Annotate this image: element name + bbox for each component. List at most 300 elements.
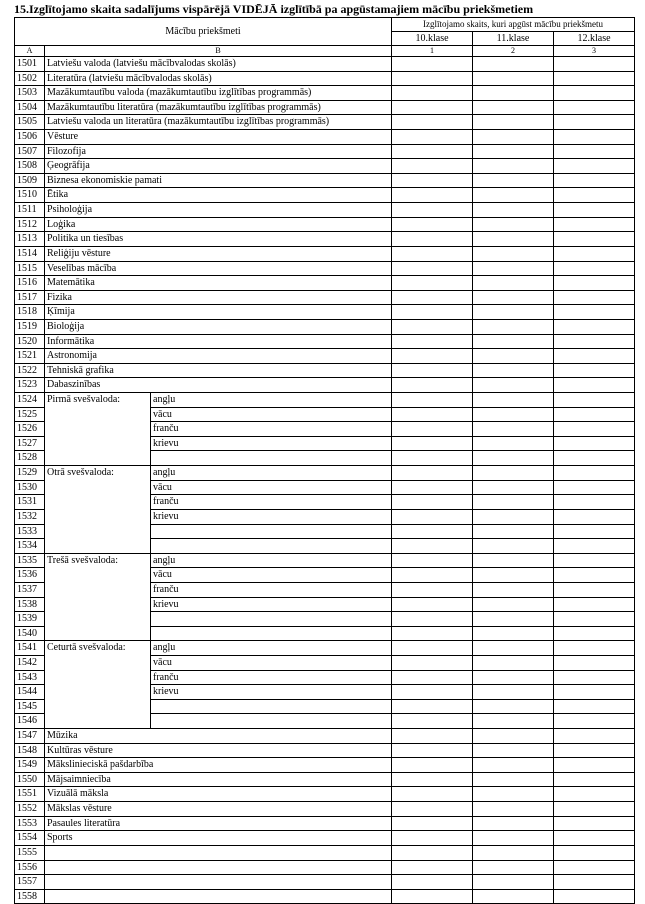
language-name: franču [151, 422, 392, 437]
count-cell[interactable] [554, 363, 635, 378]
count-cell[interactable] [392, 57, 473, 72]
count-cell[interactable] [392, 568, 473, 583]
count-cell[interactable] [554, 115, 635, 130]
count-cell[interactable] [392, 699, 473, 714]
table-row [15, 115, 635, 130]
table-row [15, 159, 635, 174]
column-number: 3 [554, 46, 635, 57]
count-cell[interactable] [554, 305, 635, 320]
count-cell[interactable] [554, 670, 635, 685]
table-row [15, 100, 635, 115]
subject-name: Mazākumtautību literatūra (mazākumtautību izglītības programmās) [45, 100, 392, 115]
count-cell[interactable] [473, 100, 554, 115]
count-cell[interactable] [554, 159, 635, 174]
column-letter: A [15, 46, 45, 57]
row-code: 1541 [15, 641, 45, 656]
count-cell[interactable] [473, 655, 554, 670]
count-cell[interactable] [554, 57, 635, 72]
row-code: 1511 [15, 203, 45, 218]
count-cell[interactable] [392, 261, 473, 276]
language-name [151, 524, 392, 539]
count-cell[interactable] [392, 422, 473, 437]
row-code: 1551 [15, 787, 45, 802]
table-row [15, 393, 635, 408]
count-cell[interactable] [554, 845, 635, 860]
count-cell[interactable] [554, 860, 635, 875]
count-cell[interactable] [473, 86, 554, 101]
count-cell[interactable] [392, 685, 473, 700]
count-cell[interactable] [392, 305, 473, 320]
language-name: vācu [151, 568, 392, 583]
language-name [151, 699, 392, 714]
count-cell[interactable] [392, 173, 473, 188]
count-cell[interactable] [392, 290, 473, 305]
count-cell[interactable] [554, 831, 635, 846]
count-cell[interactable] [473, 436, 554, 451]
count-cell[interactable] [473, 130, 554, 145]
table-row [15, 466, 635, 481]
row-code: 1502 [15, 71, 45, 86]
row-code: 1554 [15, 831, 45, 846]
count-cell[interactable] [473, 319, 554, 334]
subject-name: Filozofija [45, 144, 392, 159]
count-cell[interactable] [554, 86, 635, 101]
table-row [15, 276, 635, 291]
column-number: 2 [473, 46, 554, 57]
row-code: 1503 [15, 86, 45, 101]
grade-header: 12.klase [554, 32, 635, 46]
row-code: 1529 [15, 466, 45, 481]
row-code: 1534 [15, 539, 45, 554]
subject-name: Loģika [45, 217, 392, 232]
count-cell[interactable] [554, 626, 635, 641]
subject-name: Vizuālā māksla [45, 787, 392, 802]
count-cell[interactable] [392, 188, 473, 203]
count-cell[interactable] [392, 363, 473, 378]
count-cell[interactable] [473, 831, 554, 846]
count-cell[interactable] [473, 261, 554, 276]
row-code: 1539 [15, 612, 45, 627]
count-cell[interactable] [554, 509, 635, 524]
count-cell[interactable] [392, 436, 473, 451]
row-code: 1514 [15, 246, 45, 261]
language-name: franču [151, 670, 392, 685]
count-cell[interactable] [392, 159, 473, 174]
language-group-label: Ceturtā svešvaloda: [45, 641, 151, 729]
count-cell[interactable] [392, 334, 473, 349]
table-row [15, 305, 635, 320]
count-cell[interactable] [554, 349, 635, 364]
table-row [15, 57, 635, 72]
count-cell[interactable] [554, 655, 635, 670]
count-cell[interactable] [554, 539, 635, 554]
count-cell[interactable] [554, 100, 635, 115]
count-cell[interactable] [554, 568, 635, 583]
count-cell[interactable] [554, 758, 635, 773]
count-cell[interactable] [473, 729, 554, 744]
row-code: 1555 [15, 845, 45, 860]
count-cell[interactable] [473, 714, 554, 729]
row-code: 1535 [15, 553, 45, 568]
subject-name: Matemātika [45, 276, 392, 291]
table-row [15, 319, 635, 334]
language-name: angļu [151, 641, 392, 656]
count-cell[interactable] [392, 729, 473, 744]
count-cell[interactable] [473, 685, 554, 700]
count-cell[interactable] [554, 729, 635, 744]
count-cell[interactable] [473, 758, 554, 773]
count-cell[interactable] [392, 758, 473, 773]
row-code: 1519 [15, 319, 45, 334]
count-cell[interactable] [473, 305, 554, 320]
count-group-header: Izglītojamo skaits, kuri apgūst mācību priekšmetu [392, 18, 635, 32]
count-cell[interactable] [473, 159, 554, 174]
row-code: 1513 [15, 232, 45, 247]
row-code: 1530 [15, 480, 45, 495]
count-cell[interactable] [392, 246, 473, 261]
count-cell[interactable] [554, 436, 635, 451]
subject-name: Mākslinieciskā pašdarbība [45, 758, 392, 773]
count-cell[interactable] [473, 173, 554, 188]
count-cell[interactable] [473, 743, 554, 758]
count-cell[interactable] [473, 217, 554, 232]
subjects-table [14, 17, 635, 904]
row-code: 1525 [15, 407, 45, 422]
count-cell[interactable] [554, 875, 635, 890]
count-cell[interactable] [392, 553, 473, 568]
language-name: franču [151, 582, 392, 597]
count-cell[interactable] [392, 670, 473, 685]
table-row [15, 71, 635, 86]
count-cell[interactable] [392, 509, 473, 524]
count-cell[interactable] [473, 466, 554, 481]
count-cell[interactable] [554, 772, 635, 787]
count-cell[interactable] [473, 699, 554, 714]
count-cell[interactable] [554, 290, 635, 305]
count-cell[interactable] [392, 349, 473, 364]
count-cell[interactable] [392, 451, 473, 466]
count-cell[interactable] [473, 626, 554, 641]
count-cell[interactable] [473, 509, 554, 524]
row-code: 1508 [15, 159, 45, 174]
language-name: angļu [151, 466, 392, 481]
count-cell[interactable] [392, 203, 473, 218]
count-cell[interactable] [554, 787, 635, 802]
count-cell[interactable] [473, 860, 554, 875]
count-cell[interactable] [392, 276, 473, 291]
count-cell[interactable] [473, 276, 554, 291]
count-cell[interactable] [554, 495, 635, 510]
subject-name: Pasaules literatūra [45, 816, 392, 831]
grade-header: 11.klase [473, 32, 554, 46]
count-cell[interactable] [392, 889, 473, 904]
subject-name: Mazākumtautību valoda (mazākumtautību izglītības programmās) [45, 86, 392, 101]
subject-name: Biznesa ekonomiskie pamati [45, 173, 392, 188]
row-code: 1510 [15, 188, 45, 203]
count-cell[interactable] [473, 144, 554, 159]
count-cell[interactable] [392, 144, 473, 159]
table-row [15, 831, 635, 846]
count-cell[interactable] [473, 568, 554, 583]
count-cell[interactable] [554, 451, 635, 466]
language-name [151, 714, 392, 729]
subject-name: Bioloģija [45, 319, 392, 334]
count-cell[interactable] [392, 115, 473, 130]
row-code: 1512 [15, 217, 45, 232]
count-cell[interactable] [473, 670, 554, 685]
language-name [151, 626, 392, 641]
row-code: 1532 [15, 509, 45, 524]
count-cell[interactable] [473, 188, 554, 203]
count-cell[interactable] [392, 539, 473, 554]
count-cell[interactable] [554, 378, 635, 393]
row-code: 1537 [15, 582, 45, 597]
row-code: 1538 [15, 597, 45, 612]
table-row [15, 787, 635, 802]
count-cell[interactable] [554, 816, 635, 831]
count-cell[interactable] [554, 699, 635, 714]
count-cell[interactable] [473, 875, 554, 890]
count-cell[interactable] [392, 100, 473, 115]
language-name: krievu [151, 436, 392, 451]
row-code: 1506 [15, 130, 45, 145]
count-cell[interactable] [392, 232, 473, 247]
count-cell[interactable] [554, 276, 635, 291]
count-cell[interactable] [554, 334, 635, 349]
count-cell[interactable] [473, 495, 554, 510]
row-code: 1545 [15, 699, 45, 714]
table-row [15, 875, 635, 890]
table-row [15, 889, 635, 904]
count-cell[interactable] [473, 889, 554, 904]
table-row [15, 378, 635, 393]
count-cell[interactable] [392, 524, 473, 539]
count-cell[interactable] [473, 393, 554, 408]
table-row [15, 86, 635, 101]
count-cell[interactable] [554, 480, 635, 495]
count-cell[interactable] [473, 232, 554, 247]
subject-name: Ētika [45, 188, 392, 203]
count-cell[interactable] [473, 480, 554, 495]
count-cell[interactable] [473, 246, 554, 261]
count-cell[interactable] [473, 422, 554, 437]
row-code: 1550 [15, 772, 45, 787]
count-cell[interactable] [392, 743, 473, 758]
count-cell[interactable] [473, 539, 554, 554]
count-cell[interactable] [392, 655, 473, 670]
count-cell[interactable] [554, 422, 635, 437]
count-cell[interactable] [473, 349, 554, 364]
row-code: 1533 [15, 524, 45, 539]
table-row [15, 816, 635, 831]
count-cell[interactable] [473, 378, 554, 393]
row-code: 1516 [15, 276, 45, 291]
row-code: 1556 [15, 860, 45, 875]
count-cell[interactable] [392, 582, 473, 597]
row-code: 1557 [15, 875, 45, 890]
count-cell[interactable] [473, 787, 554, 802]
count-cell[interactable] [473, 582, 554, 597]
count-cell[interactable] [473, 57, 554, 72]
subject-name: Politika un tiesības [45, 232, 392, 247]
count-cell[interactable] [473, 553, 554, 568]
subject-name: Ķīmija [45, 305, 392, 320]
count-cell[interactable] [473, 597, 554, 612]
count-cell[interactable] [392, 714, 473, 729]
count-cell[interactable] [554, 612, 635, 627]
count-cell[interactable] [392, 787, 473, 802]
count-cell[interactable] [554, 319, 635, 334]
row-code: 1540 [15, 626, 45, 641]
language-name [151, 451, 392, 466]
count-cell[interactable] [554, 466, 635, 481]
count-cell[interactable] [473, 524, 554, 539]
page-title: 15.Izglītojamo skaita sadalījums vispārējā VIDĒJĀ izglītībā pa apgūstamajiem mācību priekšmetiem [14, 2, 534, 16]
count-cell[interactable] [392, 495, 473, 510]
count-cell[interactable] [392, 86, 473, 101]
count-cell[interactable] [473, 641, 554, 656]
count-cell[interactable] [554, 203, 635, 218]
table-row [15, 641, 635, 656]
count-cell[interactable] [554, 743, 635, 758]
language-group-label: Trešā svešvaloda: [45, 553, 151, 641]
row-code: 1523 [15, 378, 45, 393]
language-name: angļu [151, 393, 392, 408]
count-cell[interactable] [554, 597, 635, 612]
subject-name: Sports [45, 831, 392, 846]
table-row [15, 173, 635, 188]
count-cell[interactable] [473, 71, 554, 86]
table-row [15, 130, 635, 145]
row-code: 1501 [15, 57, 45, 72]
language-group-label: Otrā svešvaloda: [45, 466, 151, 554]
subject-name: Mūzika [45, 729, 392, 744]
row-code: 1520 [15, 334, 45, 349]
count-cell[interactable] [392, 480, 473, 495]
row-code: 1553 [15, 816, 45, 831]
subject-name: Reliģiju vēsture [45, 246, 392, 261]
count-cell[interactable] [392, 626, 473, 641]
count-cell[interactable] [554, 246, 635, 261]
count-cell[interactable] [554, 524, 635, 539]
count-cell[interactable] [554, 582, 635, 597]
count-cell[interactable] [554, 217, 635, 232]
count-cell[interactable] [392, 816, 473, 831]
subject-name [45, 875, 392, 890]
count-cell[interactable] [473, 772, 554, 787]
count-cell[interactable] [473, 363, 554, 378]
count-cell[interactable] [392, 612, 473, 627]
count-cell[interactable] [554, 553, 635, 568]
table-row [15, 772, 635, 787]
count-cell[interactable] [554, 407, 635, 422]
count-cell[interactable] [392, 597, 473, 612]
count-cell[interactable] [554, 714, 635, 729]
subject-name: Ģeogrāfija [45, 159, 392, 174]
count-cell[interactable] [473, 612, 554, 627]
count-cell[interactable] [554, 393, 635, 408]
column-number: 1 [392, 46, 473, 57]
table-row [15, 845, 635, 860]
subject-name: Vēsture [45, 130, 392, 145]
count-cell[interactable] [554, 173, 635, 188]
language-name: krievu [151, 597, 392, 612]
count-cell[interactable] [392, 466, 473, 481]
count-cell[interactable] [473, 115, 554, 130]
count-cell[interactable] [554, 232, 635, 247]
count-cell[interactable] [392, 875, 473, 890]
row-code: 1549 [15, 758, 45, 773]
subject-name: Astronomija [45, 349, 392, 364]
row-code: 1507 [15, 144, 45, 159]
count-cell[interactable] [392, 860, 473, 875]
count-cell[interactable] [392, 378, 473, 393]
count-cell[interactable] [392, 130, 473, 145]
subject-name [45, 845, 392, 860]
count-cell[interactable] [392, 802, 473, 817]
count-cell[interactable] [473, 407, 554, 422]
count-cell[interactable] [473, 802, 554, 817]
count-cell[interactable] [554, 261, 635, 276]
count-cell[interactable] [392, 845, 473, 860]
row-code: 1558 [15, 889, 45, 904]
subject-name: Kultūras vēsture [45, 743, 392, 758]
subject-name: Veselības mācība [45, 261, 392, 276]
count-cell[interactable] [554, 802, 635, 817]
row-code: 1522 [15, 363, 45, 378]
count-cell[interactable] [392, 407, 473, 422]
row-code: 1509 [15, 173, 45, 188]
count-cell[interactable] [554, 641, 635, 656]
count-cell[interactable] [392, 71, 473, 86]
subject-name [45, 889, 392, 904]
table-row [15, 349, 635, 364]
count-cell[interactable] [473, 451, 554, 466]
count-cell[interactable] [554, 130, 635, 145]
table-row [15, 363, 635, 378]
count-cell[interactable] [392, 641, 473, 656]
count-cell[interactable] [473, 203, 554, 218]
count-cell[interactable] [554, 144, 635, 159]
count-cell[interactable] [473, 334, 554, 349]
count-cell[interactable] [392, 217, 473, 232]
count-cell[interactable] [554, 889, 635, 904]
count-cell[interactable] [392, 831, 473, 846]
table-row [15, 290, 635, 305]
subject-name: Latviešu valoda (latviešu mācībvalodas skolās) [45, 57, 392, 72]
table-row [15, 334, 635, 349]
count-cell[interactable] [473, 816, 554, 831]
subject-name: Psiholoģija [45, 203, 392, 218]
language-name [151, 612, 392, 627]
count-cell[interactable] [473, 845, 554, 860]
count-cell[interactable] [554, 685, 635, 700]
table-row [15, 802, 635, 817]
count-cell[interactable] [392, 772, 473, 787]
count-cell[interactable] [554, 188, 635, 203]
count-cell[interactable] [473, 290, 554, 305]
count-cell[interactable] [554, 71, 635, 86]
row-code: 1526 [15, 422, 45, 437]
table-row [15, 217, 635, 232]
language-name: krievu [151, 685, 392, 700]
table-row [15, 203, 635, 218]
count-cell[interactable] [392, 319, 473, 334]
row-code: 1527 [15, 436, 45, 451]
count-cell[interactable] [392, 393, 473, 408]
table-row [15, 246, 635, 261]
row-code: 1543 [15, 670, 45, 685]
